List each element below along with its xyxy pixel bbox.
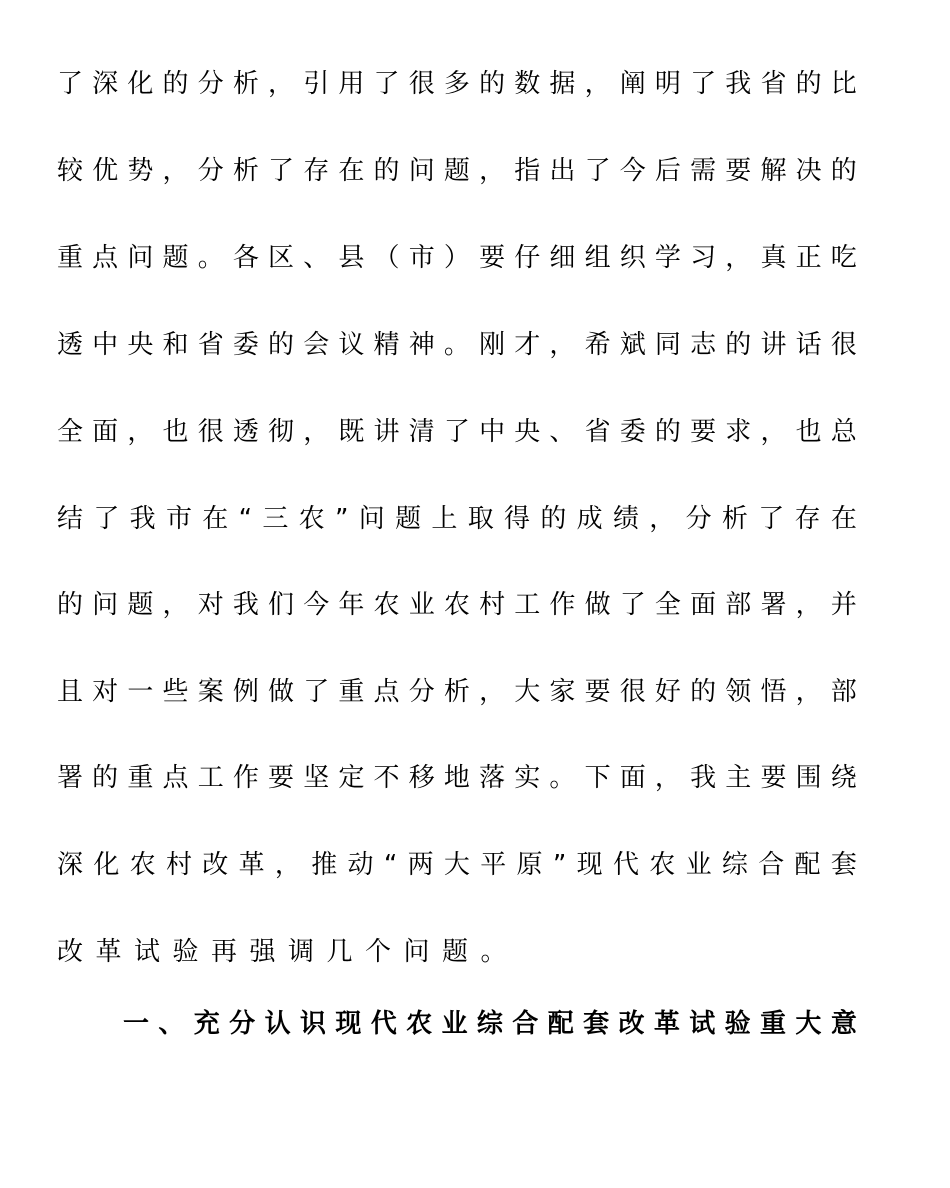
section-heading: 一 、 充 分 认 识 现 代 农 业 综 合 配 套 改 革 试 验 重 大 意: [123, 1009, 857, 1039]
paragraph-line: 且 对 一 些 案 例 做 了 重 点 分 析 ， 大 家 要 很 好 的 领 悟 ， 部: [57, 677, 857, 707]
paragraph-line: 全 面 ， 也 很 透 彻 ， 既 讲 清 了 中 央 、 省 委 的 要 求 ， 也 总: [57, 417, 857, 447]
paragraph-line: 较 优 势 ， 分 析 了 存 在 的 问 题 ， 指 出 了 今 后 需 要 解 决 的: [57, 156, 857, 186]
paragraph-line: 署 的 重 点 工 作 要 坚 定 不 移 地 落 实 。 下 面 ， 我 主 要 围 绕: [57, 763, 857, 793]
paragraph-last-line: 改革试验再强调几个问题。: [57, 937, 520, 967]
paragraph-line: 重 点 问 题 。 各 区 、 县 （ 市 ） 要 仔 细 组 织 学 习 ， 真 正 吃: [57, 243, 857, 273]
paragraph-line: 了 深 化 的 分 析 ， 引 用 了 很 多 的 数 据 ， 阐 明 了 我 省 的 比: [57, 69, 857, 99]
paragraph-line: 结 了 我 市 在 “ 三 农 ” 问 题 上 取 得 的 成 绩 ， 分 析 了 存 在: [57, 504, 857, 534]
paragraph-line: 的 问 题 ， 对 我 们 今 年 农 业 农 村 工 作 做 了 全 面 部 署 ， 并: [57, 590, 857, 620]
paragraph-line: 透 中 央 和 省 委 的 会 议 精 神 。 刚 才 ， 希 斌 同 志 的 讲 话 很: [57, 330, 857, 360]
paragraph-line: 深 化 农 村 改 革 ， 推 动 “ 两 大 平 原 ” 现 代 农 业 综 合 配 套: [57, 850, 857, 880]
